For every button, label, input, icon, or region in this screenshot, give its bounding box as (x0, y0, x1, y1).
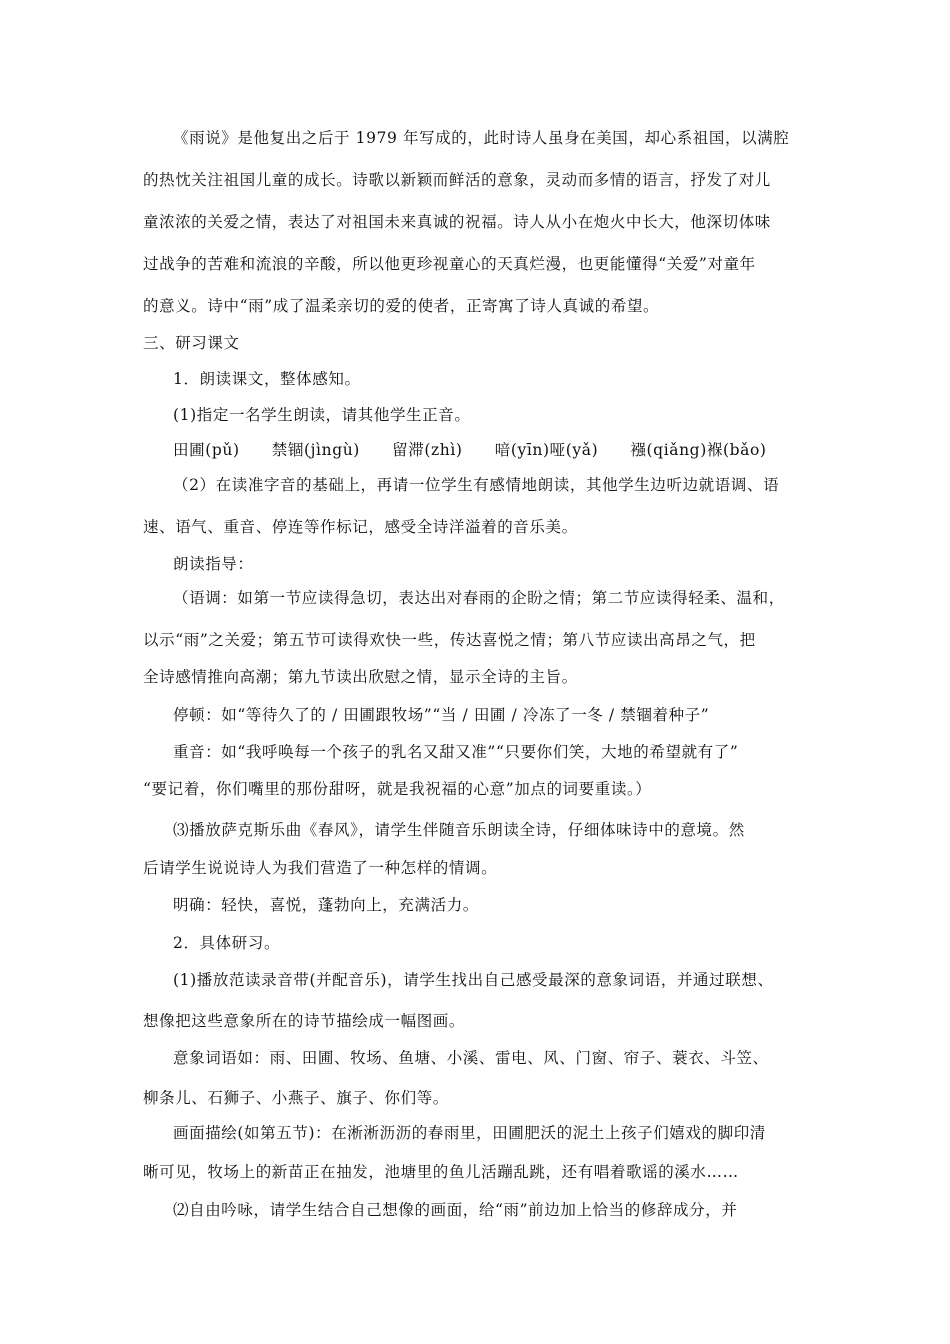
text-line: 1．朗读课文，整体感知。 (173, 370, 361, 388)
text-line: 速、语气、重音、停连等作标记，感受全诗洋溢着的音乐美。 (143, 518, 578, 536)
text-line: （语调：如第一节应读得急切，表达出对春雨的企盼之情；第二节应读得轻柔、温和， (173, 589, 785, 607)
text-line: (1)播放范读录音带(并配音乐)，请学生找出自己感受最深的意象词语，并通过联想、 (173, 971, 774, 989)
text-line: 的意义。诗中“雨”成了温柔亲切的爱的使者，正寄寓了诗人真诚的希望。 (143, 297, 660, 315)
text-line: 晰可见，牧场上的新苗正在抽发，池塘里的鱼儿活蹦乱跳，还有唱着歌谣的溪水…… (143, 1163, 739, 1181)
text-line: 童浓浓的关爱之情，表达了对祖国未来真诚的祝福。诗人从小在炮火中长大，他深切体味 (143, 213, 771, 231)
text-line: 画面描绘(如第五节)：在淅淅沥沥的春雨里，田圃肥沃的泥土上孩子们嬉戏的脚印清 (173, 1124, 766, 1142)
text-line: （2）在读准字音的基础上，再请一位学生有感情地朗读，其他学生边听边就语调、语 (173, 476, 780, 494)
text-line: 重音：如“我呼唤每一个孩子的乳名又甜又准”“只要你们笑，大地的希望就有了” (173, 743, 739, 761)
text-line: 朗读指导： (173, 555, 254, 573)
text-line: 明确：轻快，喜悦，蓬勃向上，充满活力。 (173, 896, 479, 914)
text-line: (1)指定一名学生朗读，请其他学生正音。 (173, 406, 471, 424)
text-line: 《雨说》是他复出之后于 1979 年写成的，此时诗人虽身在美国，却心系祖国，以满腔 (173, 129, 790, 147)
text-line: “要记着，你们嘴里的那份甜呀，就是我祝福的心意”加点的词要重读。） (143, 780, 652, 798)
text-line: 想像把这些意象所在的诗节描绘成一幅图画。 (143, 1012, 466, 1030)
pinyin-line: 田圃(pǔ) 禁锢(jìngù) 留滞(zhì) 喑(yīn)哑(yǎ) 襁(qiǎng)褓(bǎo) (173, 441, 767, 459)
text-line: 的热忱关注祖国儿童的成长。诗歌以新颖而鲜活的意象，灵动而多情的语言，抒发了对儿 (143, 171, 771, 189)
text-line: 以示“雨”之关爱；第五节可读得欢快一些，传达喜悦之情；第八节应读出高昂之气，把 (143, 631, 756, 649)
text-line: ⑶播放萨克斯乐曲《春风》，请学生伴随音乐朗读全诗，仔细体味诗中的意境。然 (173, 821, 745, 839)
text-line: 全诗感情推向高潮；第九节读出欣慰之情，显示全诗的主旨。 (143, 668, 578, 686)
text-line: 意象词语如：雨、田圃、牧场、鱼塘、小溪、雷电、风、门窗、帘子、蓑衣、斗笠、 (173, 1049, 769, 1067)
text-line: 后请学生说说诗人为我们营造了一种怎样的情调。 (143, 859, 498, 877)
text-line: ⑵自由吟咏，请学生结合自己想像的画面，给“雨”前边加上恰当的修辞成分，并 (173, 1201, 738, 1219)
text-line: 停顿：如“等待久了的 / 田圃跟牧场”“当 / 田圃 / 冷冻了一冬 / 禁锢着种子” (173, 706, 710, 724)
text-line: 柳条儿、石狮子、小燕子、旗子、你们等。 (143, 1089, 449, 1107)
text-line: 2．具体研习。 (173, 934, 281, 952)
section-heading: 三、研习课文 (143, 334, 240, 352)
text-line: 过战争的苦难和流浪的辛酸，所以他更珍视童心的天真烂漫，也更能懂得“关爱”对童年 (143, 255, 756, 273)
